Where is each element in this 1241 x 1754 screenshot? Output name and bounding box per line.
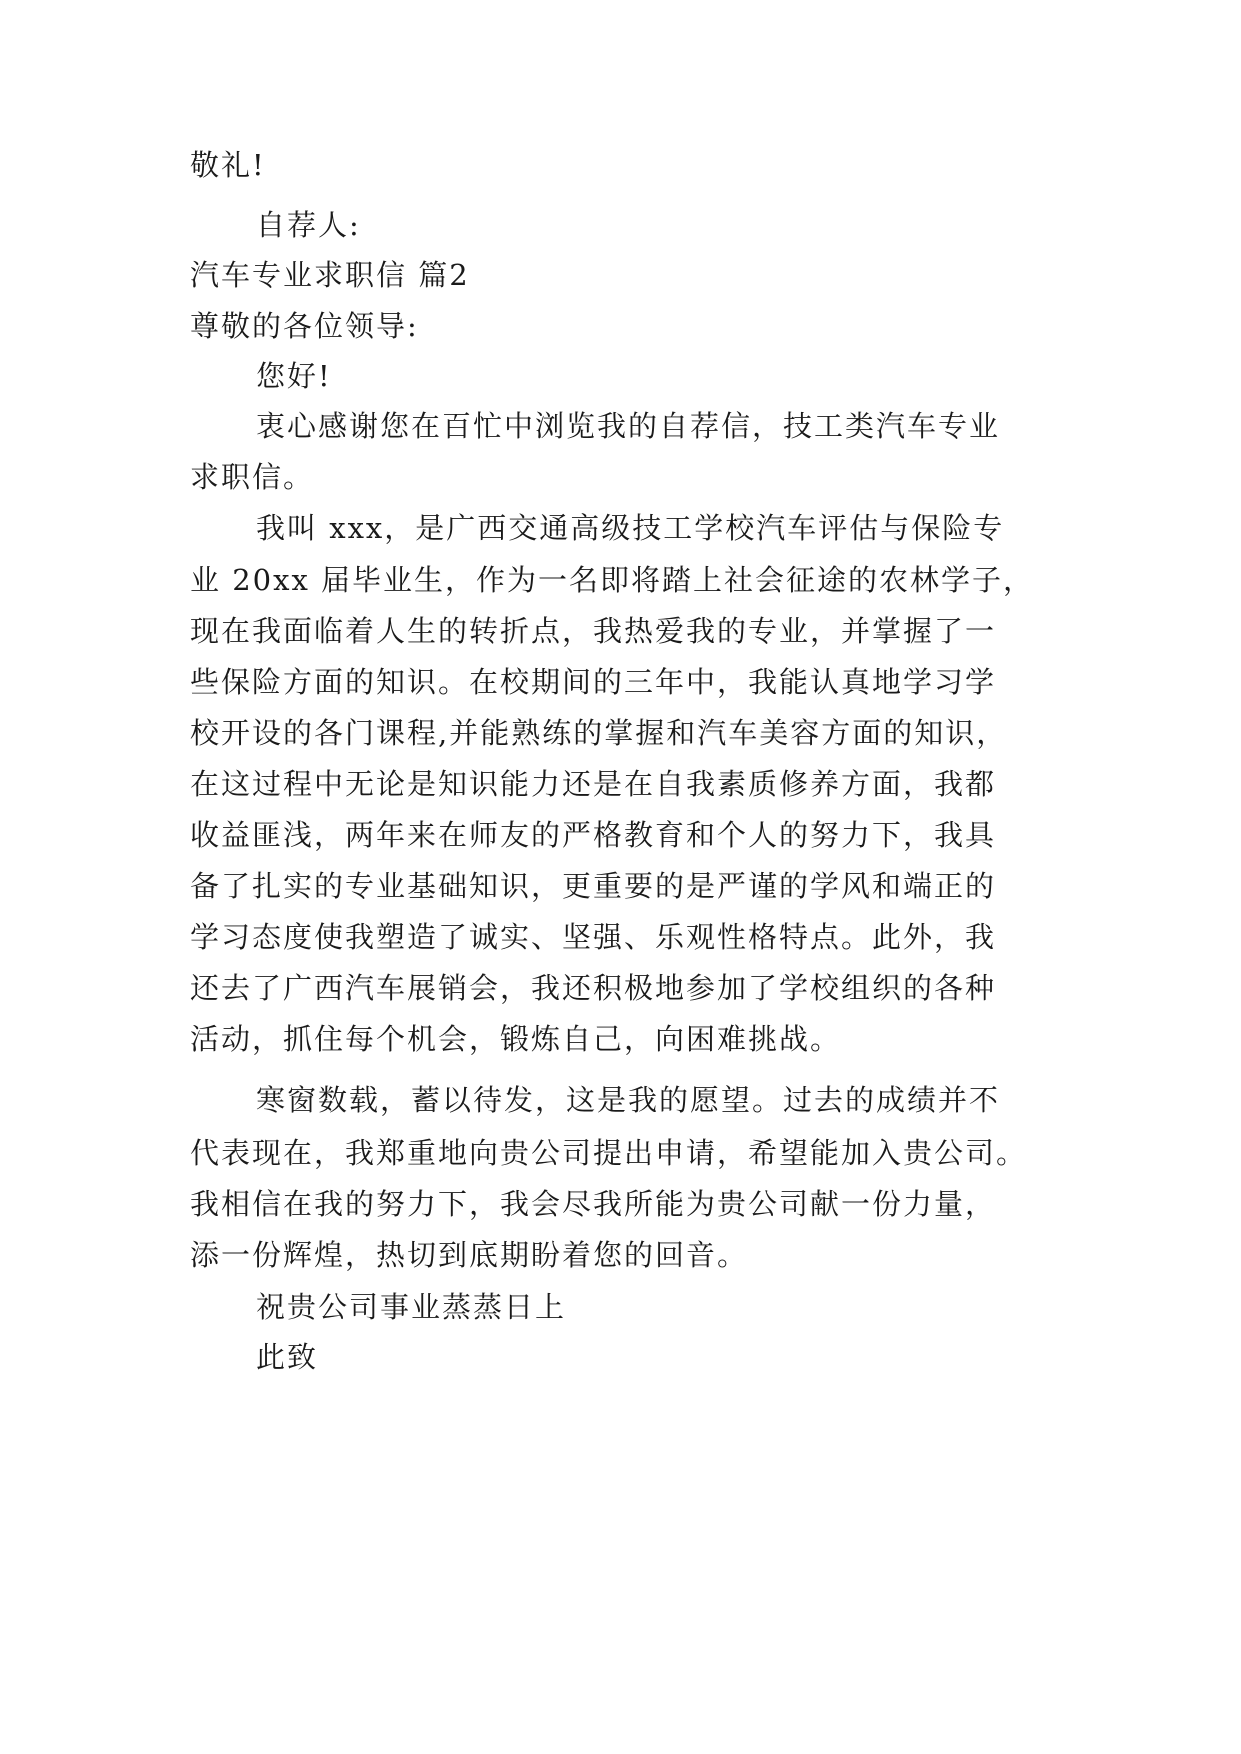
letter-line: 求职信。 — [190, 460, 315, 494]
letter-line: 此致 — [256, 1340, 319, 1374]
letter-line: 尊敬的各位领导: — [190, 309, 419, 343]
letter-line: 我叫 xxx，是广西交通高级技工学校汽车评估与保险专 — [256, 511, 1005, 545]
letter-line: 汽车专业求职信 篇2 — [190, 258, 470, 292]
letter-line: 寒窗数载，蓄以待发，这是我的愿望。过去的成绩并不 — [256, 1083, 1001, 1117]
letter-line: 学习态度使我塑造了诚实、坚强、乐观性格特点。此外，我 — [190, 920, 997, 954]
letter-line: 代表现在，我郑重地向贵公司提出申请，希望能加入贵公司。 — [190, 1136, 1028, 1170]
letter-line: 您好! — [256, 359, 332, 393]
letter-line: 活动，抓住每个机会，锻炼自己，向困难挑战。 — [190, 1022, 842, 1056]
letter-line: 祝贵公司事业蒸蒸日上 — [256, 1290, 567, 1324]
letter-line: 校开设的各门课程,并能熟练的掌握和汽车美容方面的知识， — [190, 716, 1008, 750]
letter-line: 收益匪浅，两年来在师友的严格教育和个人的努力下，我具 — [190, 818, 997, 852]
letter-line: 备了扎实的专业基础知识，更重要的是严谨的学风和端正的 — [190, 869, 997, 903]
letter-line: 我相信在我的努力下，我会尽我所能为贵公司献一份力量， — [190, 1187, 997, 1221]
letter-line: 自荐人: — [256, 208, 361, 242]
letter-line: 在这过程中无论是知识能力还是在自我素质修养方面，我都 — [190, 767, 997, 801]
letter-line: 敬礼! — [190, 148, 266, 182]
letter-line: 现在我面临着人生的转折点，我热爱我的专业，并掌握了一 — [190, 614, 997, 648]
letter-line: 衷心感谢您在百忙中浏览我的自荐信，技工类汽车专业 — [256, 409, 1001, 443]
letter-line: 还去了广西汽车展销会，我还积极地参加了学校组织的各种 — [190, 971, 997, 1005]
letter-line: 业 20xx 届毕业生，作为一名即将踏上社会征途的农林学子， — [190, 563, 1035, 597]
letter-line: 些保险方面的知识。在校期间的三年中，我能认真地学习学 — [190, 665, 997, 699]
letter-line: 添一份辉煌，热切到底期盼着您的回音。 — [190, 1238, 749, 1272]
